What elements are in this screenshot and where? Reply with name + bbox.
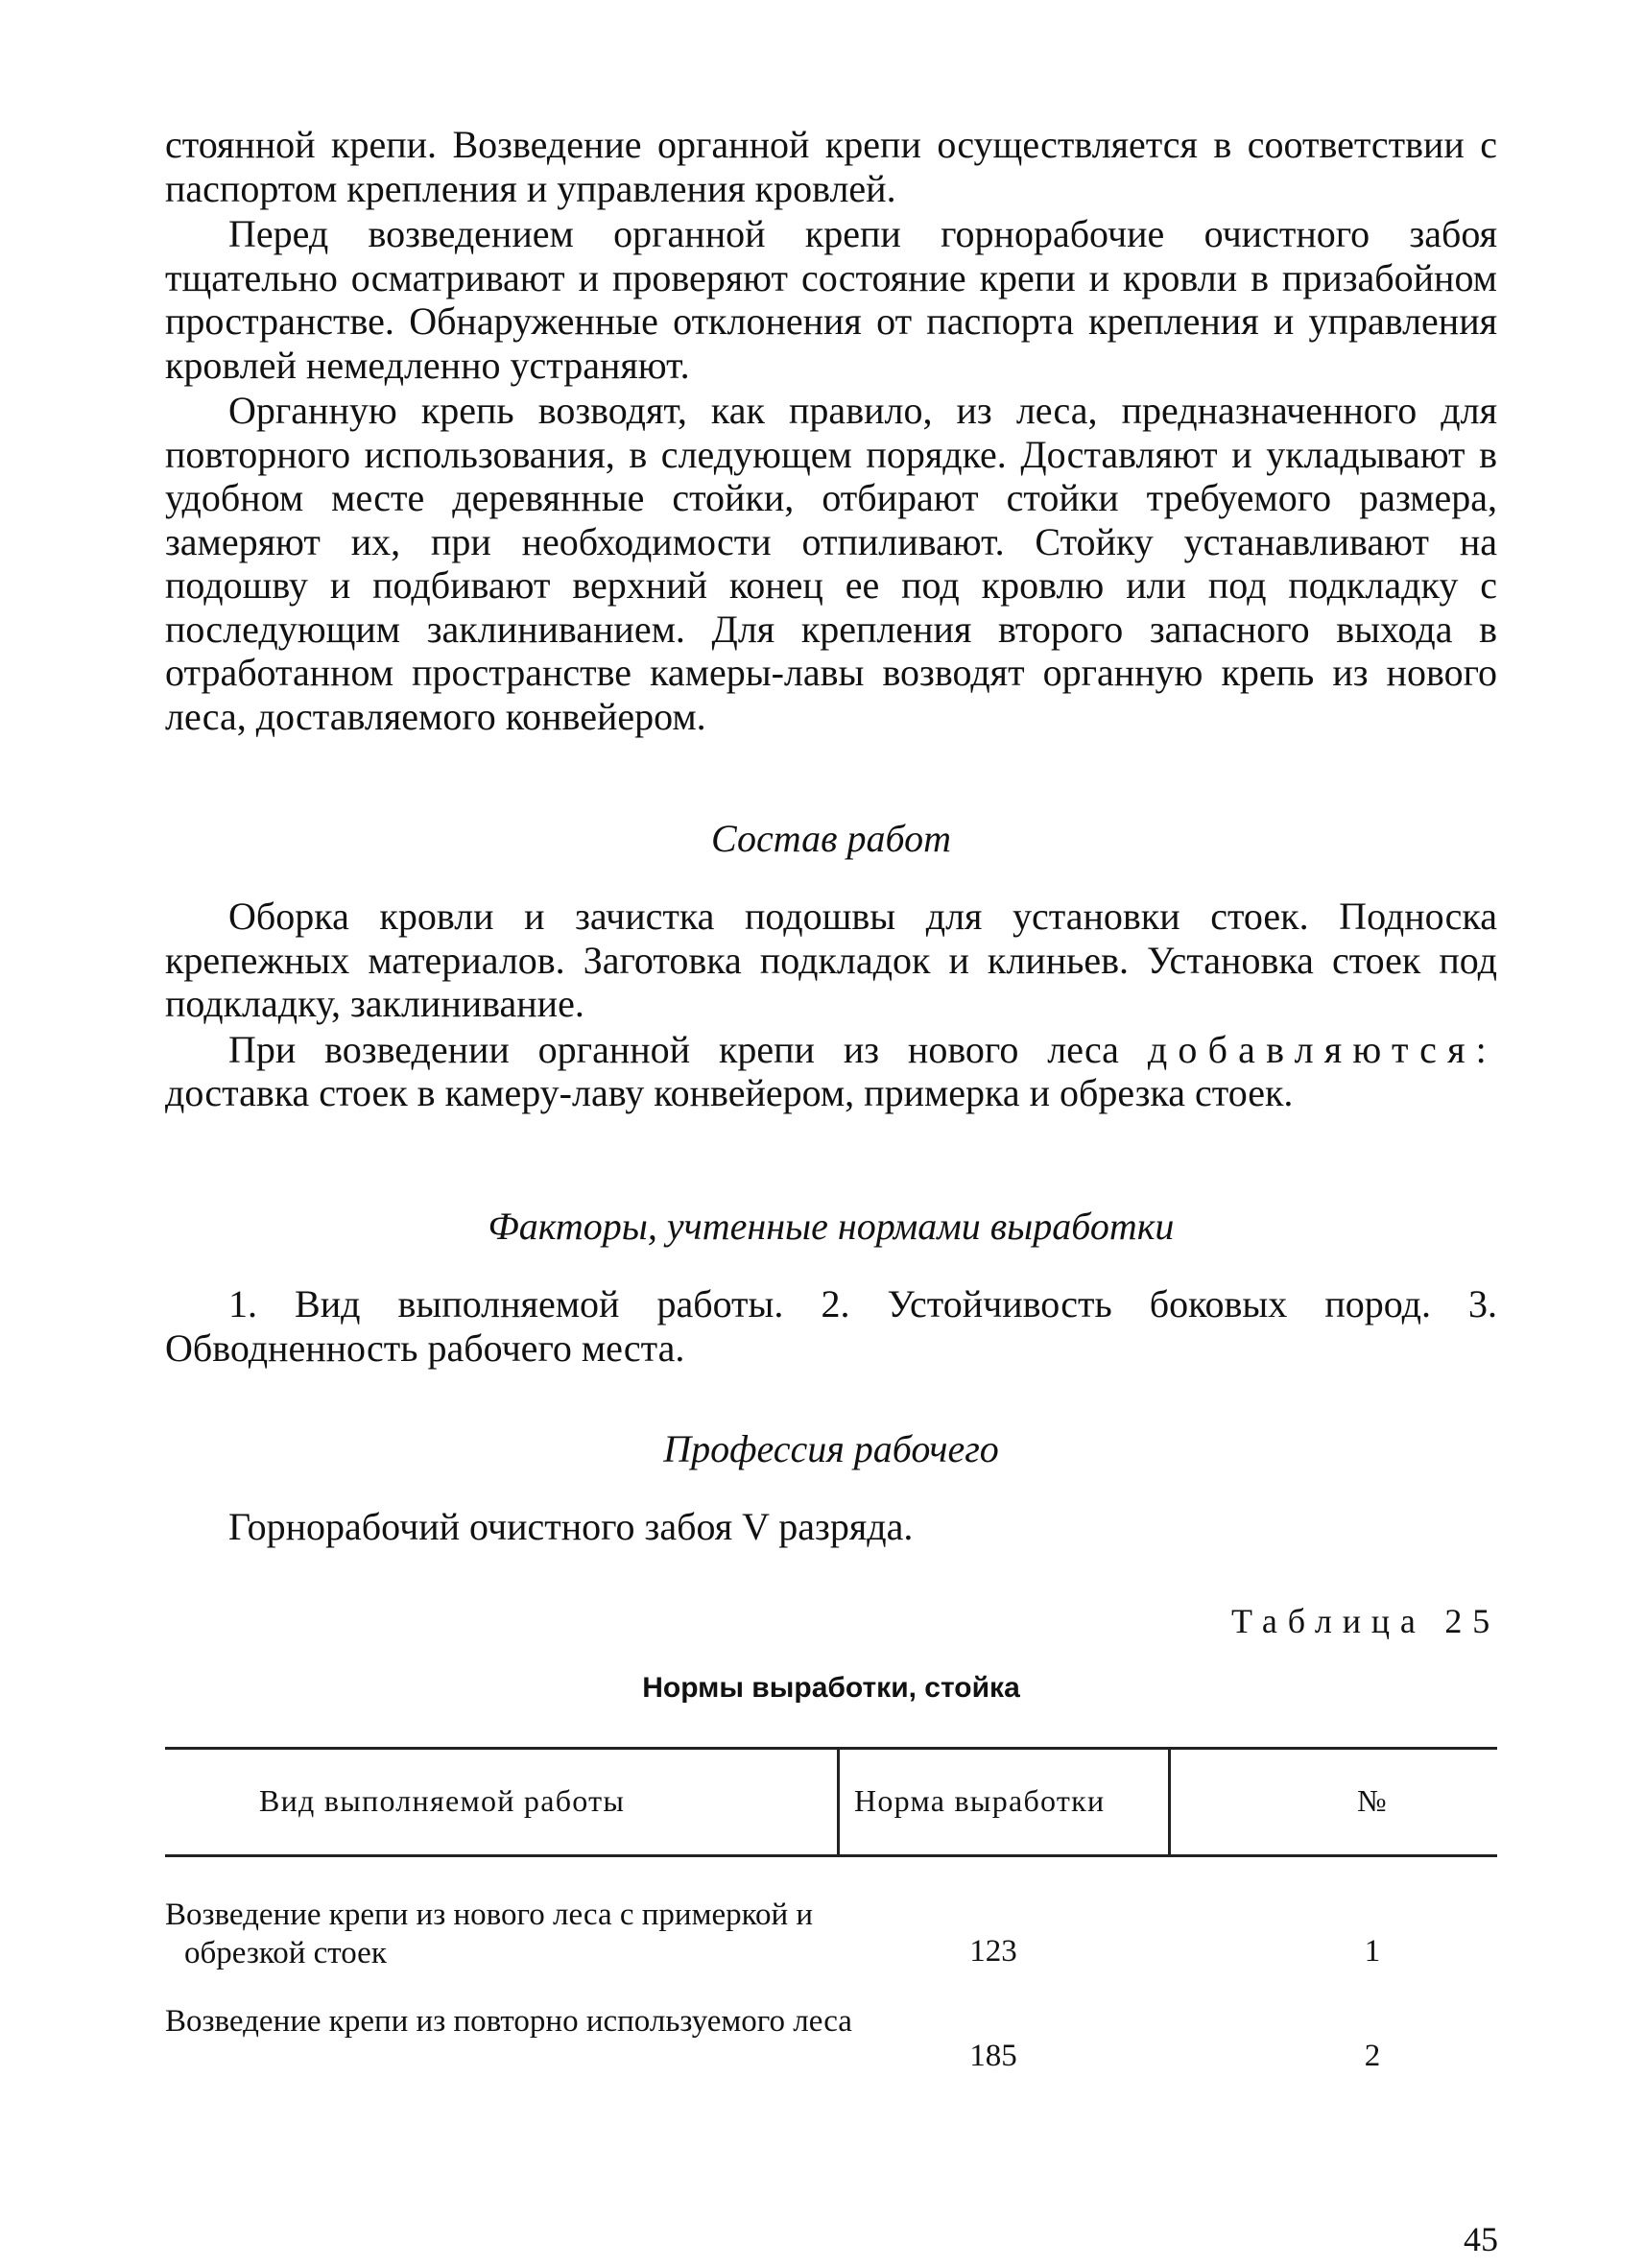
- section-heading-work: Состав работ: [711, 817, 951, 860]
- table-row-2-work: Возведение крепи из повторно используемого леса: [165, 2004, 852, 2039]
- spaced-emphasis: добавляются:: [1147, 1027, 1497, 1071]
- table-header-norm: Норма выработки: [854, 1783, 1106, 1818]
- table-row-1-norm: 123: [969, 1934, 1017, 1969]
- table-column-divider: [1168, 1749, 1171, 1854]
- paragraph: Горнорабочий очистного забоя V разряда.: [228, 1505, 914, 1548]
- text-span: доставка стоек в камеру-лаву конвейером, примерка и обрезка стоек.: [165, 1071, 1294, 1114]
- table-header-work: Вид выполняемой работы: [259, 1783, 626, 1818]
- paragraph: стоянной крепи. Возведение органной крепи осуществляется в соответствии с паспортом крепления и управления кровлей.: [165, 123, 1497, 210]
- table-column-divider: [837, 1749, 840, 1854]
- profession-text: [165, 1505, 1497, 1551]
- section-heading-profession: Профессия рабочего: [663, 1427, 999, 1470]
- table-row-1-number: 1: [1364, 1934, 1381, 1969]
- paragraph: Органную крепь возводят, как правило, из леса, предназначенного для повторного использования, в следующем порядке. Доставляют и укладывают в удобном месте деревянные стойки, отбирают стойки требуемого размера, замеряют их, при необходимости отпиливают. Стойку устанавливают на подошву и подбивают верхний конец ее под кровлю или под подкладку с последующим заклиниванием. Для крепления второго запасного выхода в отработанном пространстве камеры-лавы возводят органную крепь из нового леса, доставляемого конвейером.: [165, 389, 1497, 738]
- table-row-2-number: 2: [1364, 2039, 1381, 2073]
- table-label: Таблица 25: [1231, 1602, 1500, 1640]
- table-title: Нормы выработки, стойка: [642, 1672, 1020, 1704]
- factors-text: [165, 1282, 1497, 1372]
- section-heading-factors: Факторы, учтенные нормами выработки: [488, 1205, 1175, 1248]
- table-row-2-norm: 185: [969, 2039, 1017, 2073]
- page-number: 45: [1464, 2220, 1498, 2258]
- table-header-number: №: [1357, 1783, 1388, 1818]
- paragraph: [165, 1028, 1497, 1115]
- intro-text: [165, 123, 1497, 740]
- paragraph: Перед возведением органной крепи горнорабочие очистного забоя тщательно осматривают и проверяют состояние крепи и кровли в призабойном пространстве. Обнаруженные отклонения от паспорта крепления и управления кровлей немедленно устраняют.: [165, 212, 1497, 387]
- table-header-rule: [165, 1854, 1497, 1857]
- table-top-rule: [165, 1747, 1497, 1750]
- work-text: [165, 895, 1497, 1117]
- table-row-1-work: Возведение крепи из нового леса с примеркой и обрезкой стоек: [165, 1898, 814, 1970]
- text-span: При возведении органной крепи из нового леса: [228, 1027, 1119, 1071]
- paragraph: 1. Вид выполняемой работы. 2. Устойчивость боковых пород. 3. Обводненность рабочего места.: [165, 1282, 1497, 1370]
- paragraph: Оборка кровли и зачистка подошвы для установки стоек. Подноска крепежных материалов. Заготовка подкладок и клиньев. Установка стоек под подкладку, заклинивание.: [165, 895, 1497, 1025]
